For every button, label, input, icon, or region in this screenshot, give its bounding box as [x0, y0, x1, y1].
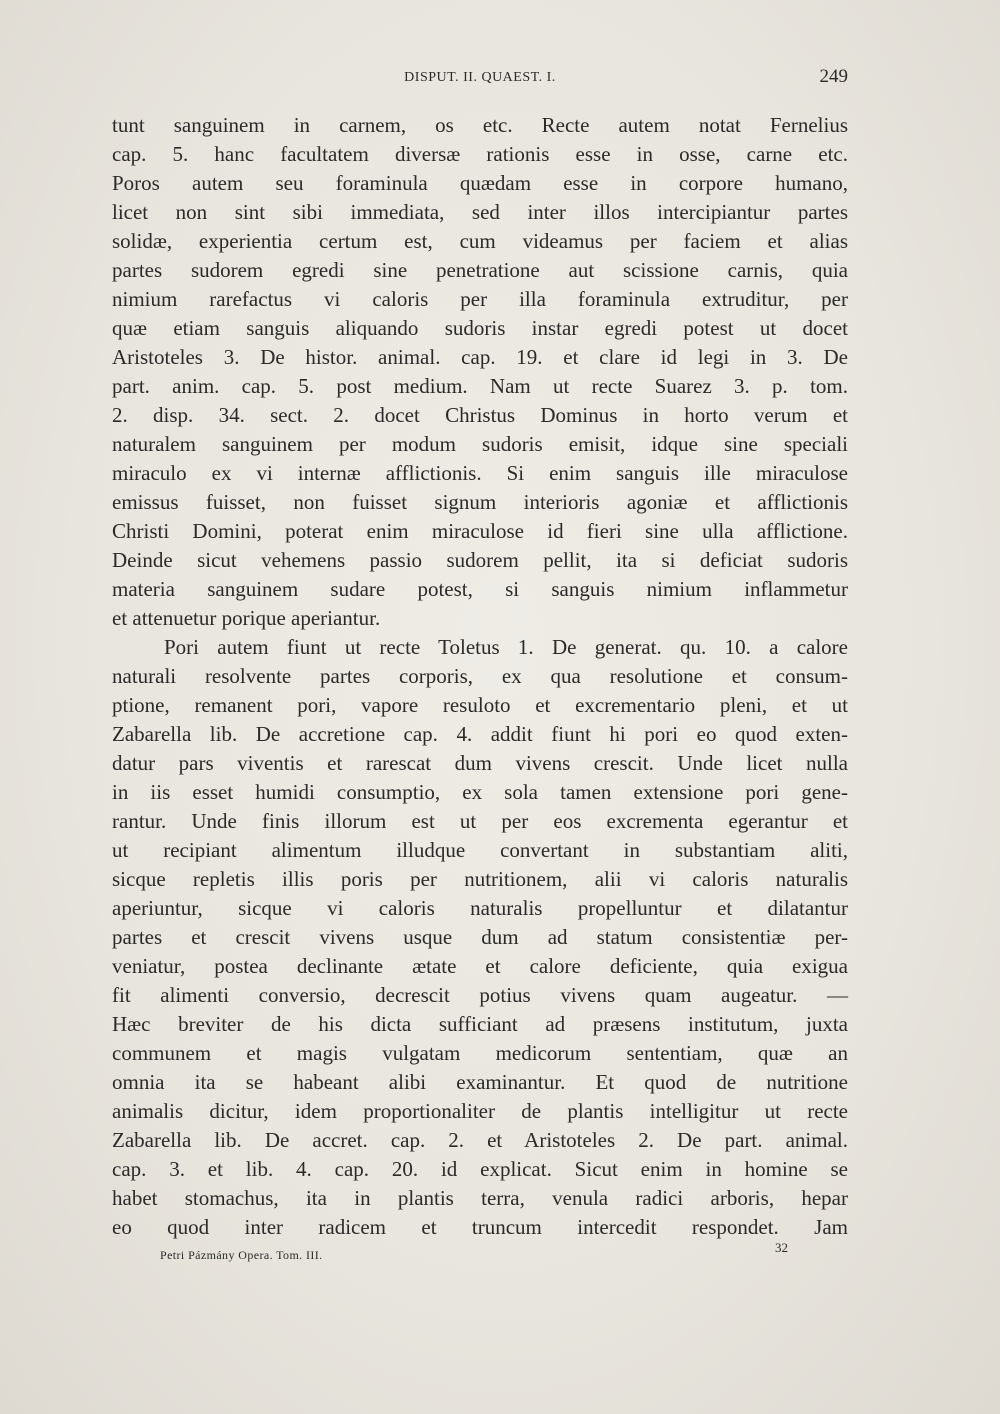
signature-mark: 32 [775, 1240, 788, 1255]
text-line: quæ etiam sanguis aliquando sudoris instar egredi potest ut docet [112, 316, 848, 340]
text-line: Hæc breviter de his dicta sufficiant ad præsens institutum, juxta [112, 1012, 848, 1036]
text-line: omnia ita se habeant alibi examinantur. Et quod de nutritione [112, 1070, 848, 1094]
text-line: Christi Domini, poterat enim miraculose id fieri sine ulla afflictione. [112, 519, 848, 543]
text-line: tunt sanguinem in carnem, os etc. Recte autem notat Fernelius [112, 113, 848, 137]
text-line: fit alimenti conversio, decrescit potius vivens quam augeatur. — [112, 983, 848, 1007]
text-line: naturali resolvente partes corporis, ex qua resolutione et consum- [112, 664, 848, 688]
text-line: nimium rarefactus vi caloris per illa foraminula extruditur, per [112, 287, 848, 311]
text-line: Aristoteles 3. De histor. animal. cap. 19. et clare id legi in 3. De [112, 345, 848, 369]
text-line: solidæ, experientia certum est, cum videamus per faciem et alias [112, 229, 848, 253]
text-line: habet stomachus, ita in plantis terra, venula radici arboris, hepar [112, 1186, 848, 1210]
text-line: Zabarella lib. De accretione cap. 4. addit fiunt hi pori eo quod exten- [112, 722, 848, 746]
paragraph-end-line: et attenuetur porique aperiantur. [112, 606, 381, 630]
text-line: cap. 5. hanc facultatem diversæ rationis esse in osse, carne etc. [112, 142, 848, 166]
text-line: aperiuntur, sicque vi caloris naturalis propelluntur et dilatantur [112, 896, 848, 920]
text-line: datur pars viventis et rarescat dum vivens crescit. Unde licet nulla [112, 751, 848, 775]
text-line: in iis esset humidi consumptio, ex sola tamen extensione pori gene- [112, 780, 848, 804]
text-line: cap. 3. et lib. 4. cap. 20. id explicat. Sicut enim in homine se [112, 1157, 848, 1181]
text-line: animalis dicitur, idem proportionaliter de plantis intelligitur ut recte [112, 1099, 848, 1123]
text-line: materia sanguinem sudare potest, si sanguis nimium inflammetur [112, 577, 848, 601]
text-line: Zabarella lib. De accret. cap. 2. et Aristoteles 2. De part. animal. [112, 1128, 848, 1152]
page-number: 249 [819, 66, 848, 87]
text-line: part. anim. cap. 5. post medium. Nam ut recte Suarez 3. p. tom. [112, 374, 848, 398]
text-line: rantur. Unde finis illorum est ut per eos excrementa egerantur et [112, 809, 848, 833]
running-title: DISPUT. II. QUAEST. I. [404, 70, 556, 85]
text-line: 2. disp. 34. sect. 2. docet Christus Dominus in horto verum et [112, 403, 848, 427]
text-line: partes sudorem egredi sine penetratione aut scissione carnis, quia [112, 258, 848, 282]
text-line: eo quod inter radicem et truncum intercedit respondet. Jam [112, 1215, 848, 1239]
text-line: communem et magis vulgatam medicorum sententiam, quæ an [112, 1041, 848, 1065]
body-text [112, 111, 848, 1242]
text-line: partes et crescit vivens usque dum ad statum consistentiæ per- [112, 925, 848, 949]
text-line: ptione, remanent pori, vapore resuloto et excrementario pleni, et ut [112, 693, 848, 717]
text-line: naturalem sanguinem per modum sudoris emisit, idque sine speciali [112, 432, 848, 456]
footer-signature: Petri Pázmány Opera. Tom. III. [160, 1248, 323, 1262]
paragraph-start-line: Pori autem fiunt ut recte Toletus 1. De generat. qu. 10. a calore [164, 635, 848, 659]
page-footer [160, 1240, 788, 1270]
text-line: Poros autem seu foraminula quædam esse in corpore humano, [112, 171, 848, 195]
text-line: emissus fuisset, non fuisset signum interioris agoniæ et afflictionis [112, 490, 848, 514]
text-line: licet non sint sibi immediata, sed inter illos intercipiantur partes [112, 200, 848, 224]
text-line: ut recipiant alimentum illudque convertant in substantiam aliti, [112, 838, 848, 862]
text-line: veniatur, postea declinante ætate et calore deficiente, quia exigua [112, 954, 848, 978]
running-header [112, 66, 848, 90]
text-line: sicque repletis illis poris per nutritionem, alii vi caloris naturalis [112, 867, 848, 891]
text-line: miraculo ex vi internæ afflictionis. Si enim sanguis ille miraculose [112, 461, 848, 485]
text-line: Deinde sicut vehemens passio sudorem pellit, ita si deficiat sudoris [112, 548, 848, 572]
